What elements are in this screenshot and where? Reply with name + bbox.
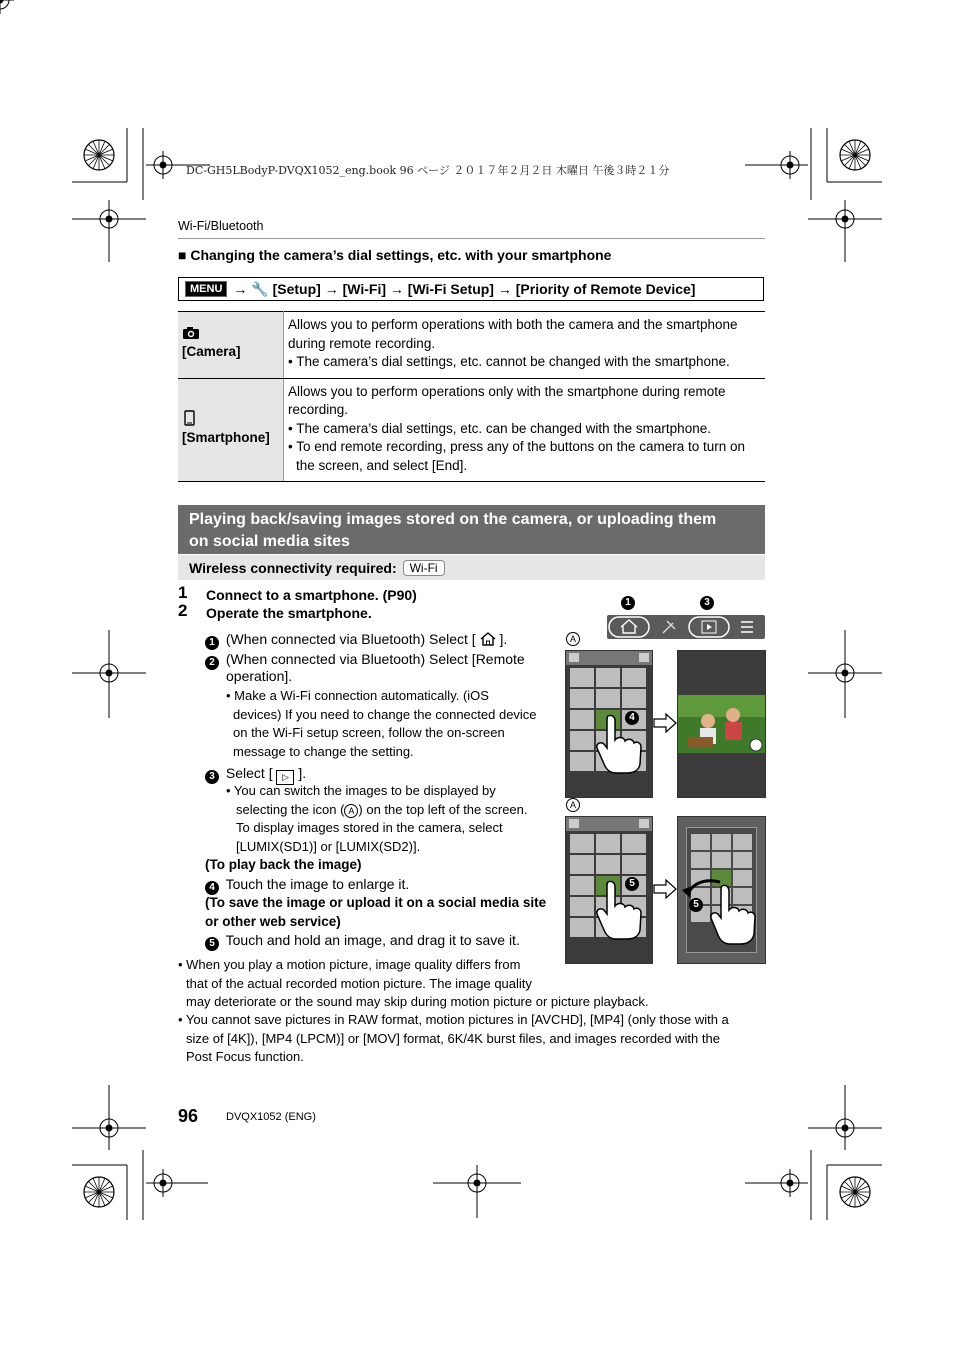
menu-path-text: → 🔧 [Setup] → [Wi-Fi] → [Wi-Fi Setup] → [Priority of Remote Device] [233, 280, 696, 297]
toolbar-icons [607, 615, 765, 639]
save-heading [205, 894, 546, 931]
note-line: • You cannot save pictures in RAW format, motion pictures in [AVCHD], [MP4] (only those with a [178, 1012, 729, 1027]
note-line: • You can switch the images to be displayed by [226, 783, 496, 798]
option-bullet: • The camera’s dial settings, etc. can be changed with the smartphone. [288, 420, 711, 436]
banner-line-2: on social media sites [189, 532, 350, 550]
option-label-cell [178, 312, 284, 379]
note-line: on the Wi-Fi setup screen, follow the on-screen [233, 725, 505, 740]
phone-enlarged [677, 650, 766, 798]
marker-4: 4 [625, 711, 639, 725]
note-line [226, 801, 528, 820]
substep-1 [205, 631, 507, 650]
option-desc-cell [284, 378, 766, 482]
note-line: [LUMIX(SD1)] or [LUMIX(SD2)]. [236, 838, 421, 854]
substep-3-text: Select [ [225, 765, 273, 781]
option-row-smartphone [178, 378, 765, 482]
arrow-right-icon [653, 713, 677, 733]
note-line: To display images stored in the camera, select [236, 820, 503, 835]
note-line: message to change the setting. [233, 743, 414, 759]
note-line: • When you play a motion picture, image quality differs from [178, 957, 521, 972]
playback-icon: ▷ [276, 770, 294, 785]
option-bullet: • The camera’s dial settings, etc. cannot be changed with the smartphone. [288, 354, 730, 369]
options-table [178, 311, 765, 482]
marker-5: 5 [205, 937, 219, 951]
option-row-camera [178, 312, 765, 379]
play-heading: (To play back the image) [205, 857, 362, 872]
step-1 [178, 583, 187, 603]
option-label-cell [178, 378, 284, 482]
step-1-text: Connect to a smartphone. (P90) [206, 587, 417, 603]
substep-4 [205, 876, 409, 895]
family-photo [678, 695, 765, 753]
hand-icon [594, 712, 646, 774]
step-2 [178, 601, 187, 621]
hand-icon [594, 878, 646, 940]
substep-2 [205, 650, 525, 670]
marker-2: 2 [205, 656, 219, 670]
marker-1: 1 [621, 596, 635, 610]
substep-5 [205, 932, 520, 951]
note-line: size of [4K]), [MP4 (LPCM)] or [MOV] format, 6K/4K burst files, and images recorded with the [186, 1030, 720, 1046]
section-label: Wi-Fi/Bluetooth [178, 219, 264, 233]
camera-icon [182, 326, 200, 340]
substep-2-line-2: operation]. [226, 668, 293, 684]
wireless-label: Wireless connectivity required: [189, 559, 397, 576]
page-number: 96 [178, 1106, 199, 1126]
marker-5: 5 [625, 877, 639, 891]
print-header: DC-GH5LBodyP-DVQX1052_eng.book 96 ページ ２０１７年２月２日 木曜日 午後３時２１分 [186, 164, 670, 177]
note-line: may deteriorate or the sound may skip during motion picture or picture playback. [186, 994, 649, 1009]
app-toolbar [607, 615, 765, 639]
marker-1: 1 [205, 636, 219, 650]
note-line: • Make a Wi-Fi connection automatically. (iOS [226, 688, 489, 703]
step-number: 1 [178, 583, 188, 602]
arrow-right-icon [653, 879, 677, 899]
substep-1-end: ]. [499, 631, 508, 647]
doc-code: DVQX1052 (ENG) [226, 1111, 316, 1123]
menu-path-box [178, 277, 764, 301]
banner-line-1: Playing back/saving images stored on the camera, or uploading them [189, 511, 717, 528]
note-2 [178, 1011, 768, 1067]
subheading: ■ Changing the camera’s dial settings, etc. with your smartphone [178, 247, 612, 263]
option-desc: Allows you to perform operations only with the smartphone during remote recording. [288, 383, 726, 417]
note-1 [178, 956, 768, 1012]
marker-A: A [566, 798, 580, 812]
section-banner [178, 505, 765, 554]
marker-5: 5 [689, 898, 703, 912]
substep-5-text: Touch and hold an image, and drag it to save it. [225, 932, 520, 948]
note-line-pre: selecting the icon ( [236, 801, 345, 817]
marker-3: 3 [205, 770, 219, 784]
smartphone-icon [184, 410, 196, 426]
note-line: Post Focus function. [186, 1049, 304, 1064]
step-2-text: Operate the smartphone. [206, 605, 372, 621]
substep-3-end: ]. [298, 765, 307, 781]
note-line-post: ) on the top left of the screen. [358, 801, 528, 817]
header-rule [178, 238, 765, 239]
substep-2-line-1: (When connected via Bluetooth) Select [Remote [225, 651, 525, 667]
marker-4: 4 [205, 881, 219, 895]
substep-4-text: Touch the image to enlarge it. [225, 876, 410, 892]
option-desc: Allows you to perform operations with both the camera and the smartphone during remote recording. [288, 317, 738, 351]
marker-3: 3 [700, 596, 714, 610]
marker-A: A [344, 804, 358, 818]
wifi-tag: Wi-Fi [403, 560, 445, 576]
option-desc-cell [284, 312, 766, 379]
note-line: devices) If you need to change the connected device [233, 706, 537, 722]
note-line: that of the actual recorded motion picture. The image quality [186, 975, 532, 991]
substep-1-text: (When connected via Bluetooth) Select [ [225, 631, 476, 647]
substep-3-note [226, 782, 528, 856]
menu-badge: MENU [185, 281, 227, 297]
substep-2-note [226, 687, 537, 761]
save-heading-2: or other web service) [205, 913, 341, 929]
option-label: [Smartphone] [182, 430, 270, 445]
option-label: [Camera] [182, 344, 241, 359]
step-number: 2 [178, 601, 188, 620]
option-bullet: • To end remote recording, press any of the buttons on the camera to turn on the screen, and select [End]. [288, 439, 745, 473]
drag-gesture [682, 874, 764, 948]
home-icon [480, 632, 496, 646]
wireless-bar [178, 555, 765, 580]
save-heading-1: (To save the image or upload it on a social media site [205, 895, 547, 910]
marker-A: A [566, 632, 580, 646]
